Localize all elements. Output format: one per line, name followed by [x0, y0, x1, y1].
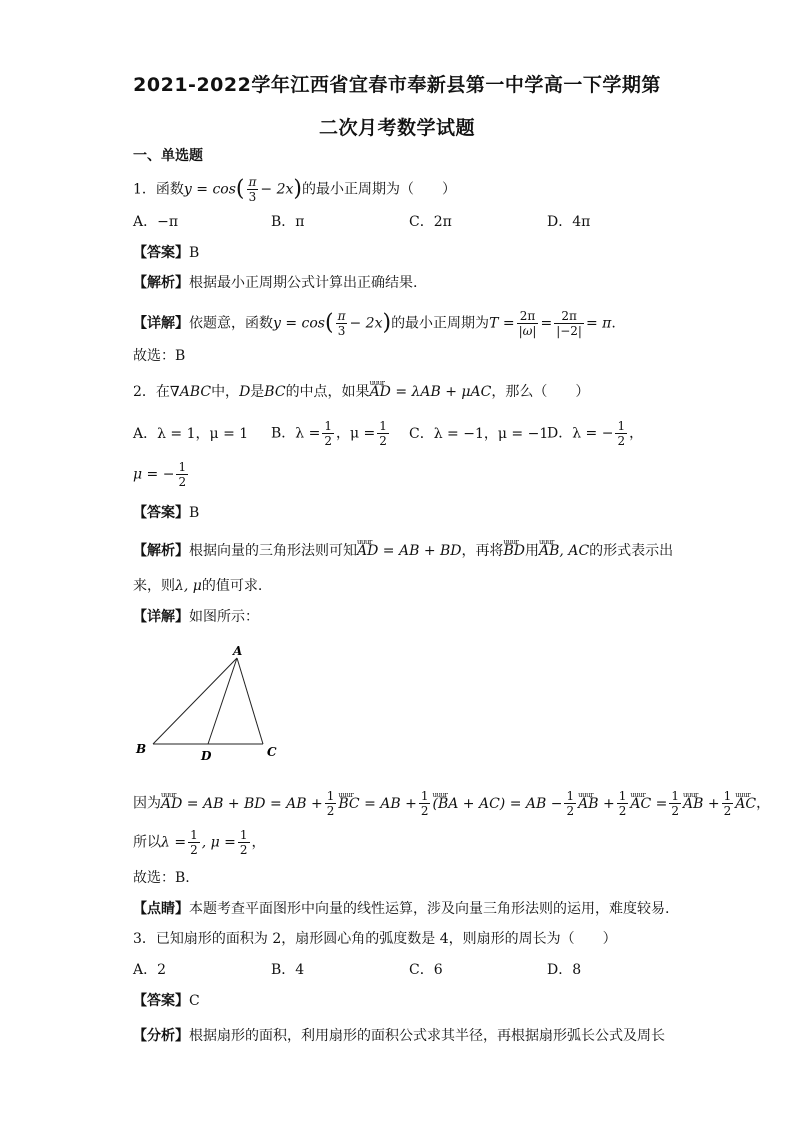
q3-option-d: D．8	[547, 962, 582, 978]
q2-answer: 【答案】B	[133, 505, 200, 521]
q2-vector-equation: uuur AD = λAB + μAC	[370, 382, 492, 402]
q2-option-d-cont: μ = − $\frac{1}{2}$	[133, 460, 187, 489]
q3-stem: 3．已知扇形的面积为 2，扇形圆心角的弧度数是 4，则扇形的周长为（ ）	[133, 931, 617, 947]
q1-stem-suffix: 的最小正周期为（ ）	[301, 181, 456, 198]
q1-answer: 【答案】B	[133, 245, 200, 261]
q2-option-b: B．λ = $\frac{1}{2}$ ，μ = $\frac{1}{2}$	[271, 419, 387, 448]
exam-title-line2: 二次月考数学试题	[318, 117, 475, 139]
label-b: B	[136, 742, 147, 756]
q3-analysis: 【分析】根据扇形的面积，利用扇形的面积公式求其半径，再根据扇形弧长公式及周长	[133, 1028, 665, 1044]
q1-conclusion: 故选：B	[133, 348, 186, 364]
q1-stem: 1．函数y = cos( $\frac{\pi}{3}$ − 2x)的最小正周期为（ ）	[133, 175, 456, 204]
q2-analysis-line1: 【解析】根据向量的三角形法则可知uuur AD = AB + BD，再将uuur BD用uuur AB, AC的形式表示出	[133, 541, 673, 561]
edge-ad	[208, 658, 237, 744]
q1-option-d: D．4π	[547, 214, 591, 230]
q2-detail: 【详解】如图所示：	[133, 609, 259, 625]
q2-option-d: D．λ = − $\frac{1}{2}$ ，	[547, 419, 644, 448]
q2-option-c: C．λ = −1，μ = −1	[409, 426, 549, 442]
q2-option-a: A．λ = 1，μ = 1	[133, 426, 249, 442]
q3-option-b: B．4	[271, 962, 305, 978]
q2-derivation: 因为uuur AD = AB + BD = AB + $\frac{1}{2}$ uuur BC = AB + $\frac{1}{2}$ uuur (BA + AC) = AB − $\frac{1}{2}$ uuur AB + $\frac{1}{2}$ uuur AC = $\frac{1}{2}$ uuur AB + $\frac{1}{2}$ uuur AC，	[133, 789, 770, 818]
q1-frac-2pi-neg2: $\frac{2\pi}{|-2|}$	[556, 309, 582, 338]
q2-result: 所以λ = $\frac{1}{2}$ , μ = $\frac{1}{2}$ ，	[133, 828, 266, 857]
q3-answer: 【答案】C	[133, 993, 200, 1009]
exam-title-line1: 2021-2022学年江西省宜春市奉新县第一中学高一下学期第	[133, 74, 661, 96]
q2-comment: 【点睛】本题考查平面图形中向量的线性运算，涉及向量三角形法则的运用，难度较易.	[133, 901, 670, 917]
q1-option-c: C．2π	[409, 214, 452, 230]
q3-option-a: A．2	[133, 962, 167, 978]
q1-func: y = cos	[183, 181, 236, 198]
edge-ac	[237, 658, 263, 744]
q1-detail: 【详解】依题意，函数y = cos( $\frac{\pi}{3}$ − 2x)的最小正周期为T = $\frac{2\pi}{|\omega|}$ = $\frac{2\pi}{|-2|}$ = π.	[133, 309, 616, 338]
q1-frac-2pi-omega: $\frac{2\pi}{|\omega|}$	[518, 309, 537, 338]
q1-option-a: A．−π	[133, 214, 179, 230]
triangle-figure	[130, 640, 290, 765]
q1-frac-pi-3: $\frac{\pi}{3}$	[248, 175, 257, 204]
q1-stem-prefix: 1．函数	[133, 181, 184, 198]
q1-option-b: B．π	[271, 214, 305, 230]
q1-analysis: 【解析】根据最小正周期公式计算出正确结果.	[133, 275, 418, 291]
section-heading: 一、单选题	[133, 148, 203, 164]
label-d: D	[201, 749, 212, 763]
q3-option-c: C．6	[409, 962, 443, 978]
q2-conclusion: 故选：B.	[133, 870, 190, 886]
q2-stem: 2．在∇ABC中，D是BC的中点，如果uuur AD = λAB + μAC，那么（ ）	[133, 382, 589, 402]
q2-analysis-line2: 来，则λ, μ的值可求.	[133, 578, 263, 594]
label-a: A	[233, 644, 243, 658]
label-c: C	[267, 745, 277, 759]
edge-ba	[153, 658, 237, 744]
